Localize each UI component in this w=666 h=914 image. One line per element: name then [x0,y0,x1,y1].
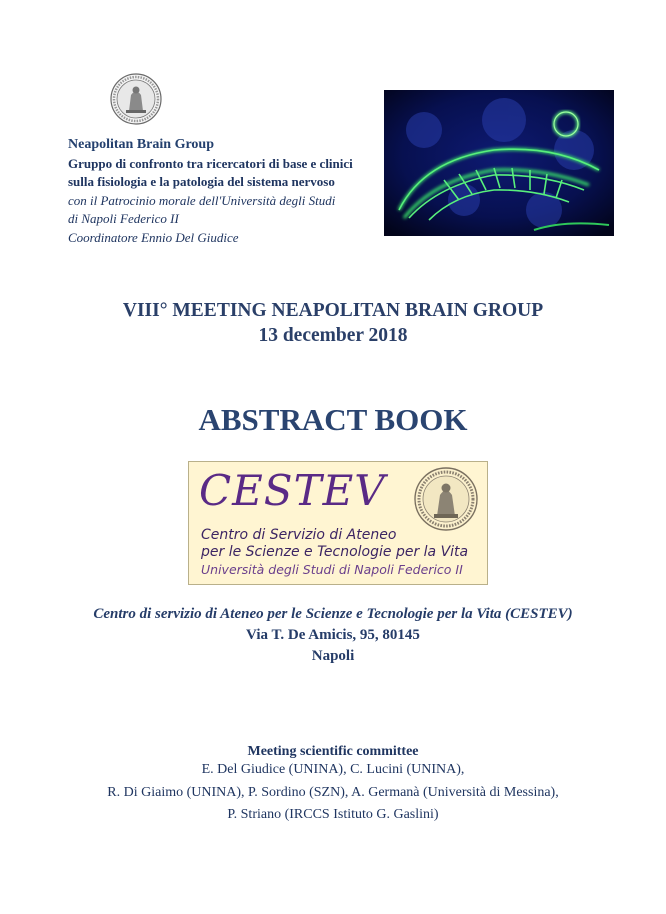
meeting-title-block [0,298,666,348]
brain-section-image [384,90,614,236]
venue-city: Napoli [311,648,355,664]
cestev-seal-icon [413,466,479,532]
meeting-date: 13 december 2018 [258,325,408,346]
cestev-logo-name: CESTEV [199,466,386,515]
committee-line1: E. Del Giudice (UNINA), C. Lucini (UNINA), [201,762,465,777]
venue-address: Via T. De Amicis, 95, 80145 [246,627,420,643]
document-title: ABSTRACT BOOK [198,402,468,437]
venue-block [0,604,666,667]
patronage-line1: con il Patrocinio morale dell'Università degli Studi [68,192,336,208]
coordinator-line: Coordinatore Ennio Del Giudice [68,229,239,245]
group-subtitle-line2: sulla fisiologia e la patologia del sistema nervoso [68,174,335,189]
cestev-logo-line2: per le Scienze e Tecnologie per la Vita [201,544,469,560]
venue-center: Centro di servizio di Ateneo per le Scienze e Tecnologie per la Vita (CESTEV) [93,606,573,622]
university-seal-logo [110,73,162,125]
committee-line2: R. Di Giaimo (UNINA), P. Sordino (SZN), A. Germanà (Università di Messina), [107,784,559,800]
committee-block [0,744,666,827]
committee-heading: Meeting scientific committee [247,744,419,759]
group-subtitle-line1: Gruppo di confronto tra ricercatori di base e clinici [68,155,353,171]
patronage-line2: di Napoli Federico II [68,211,179,226]
cestev-logo-line1: Centro di Servizio di Ateneo [201,527,397,543]
cestev-logo [188,461,488,585]
group-name: Neapolitan Brain Group [68,137,214,152]
cestev-logo-line3: Università degli Studi di Napoli Federico II [201,562,463,577]
group-info-block [68,136,378,247]
meeting-title: VIII° MEETING NEAPOLITAN BRAIN GROUP [122,300,544,321]
committee-line3: P. Striano (IRCCS Istituto G. Gaslini) [227,807,439,822]
